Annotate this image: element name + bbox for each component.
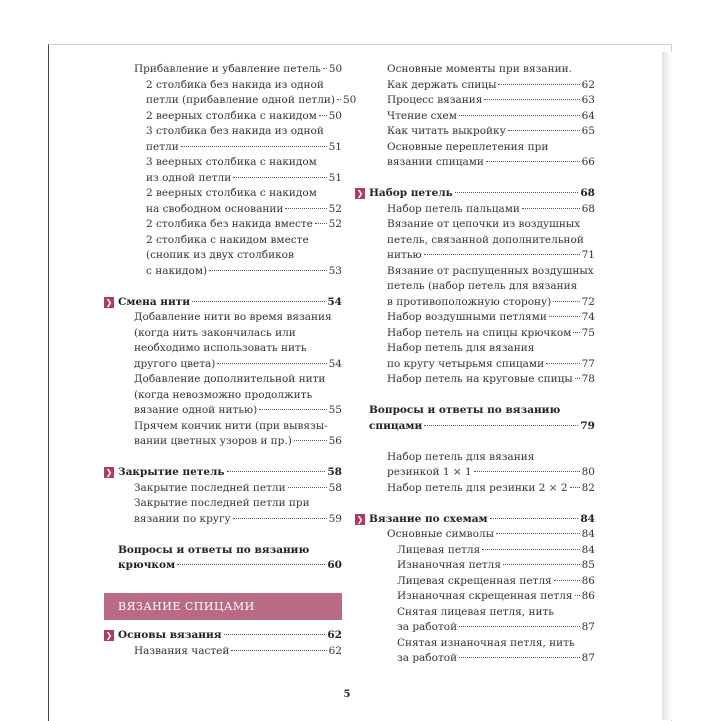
- spacer: [355, 388, 595, 404]
- toc-line: [387, 155, 595, 171]
- dot-leader: [575, 595, 580, 596]
- toc-entry-title: Основные символы: [387, 528, 494, 540]
- spacer: [104, 527, 342, 543]
- toc-page-number: 84: [581, 543, 595, 556]
- dot-leader: [459, 657, 580, 658]
- toc-entry-title: Набор петель на спицы крючком: [387, 326, 572, 339]
- dot-leader: [482, 549, 579, 550]
- toc-line: [134, 434, 342, 450]
- toc-line: [387, 124, 595, 140]
- toc-section-heading[interactable]: [104, 465, 342, 481]
- toc-entry-title: за работой: [397, 621, 458, 633]
- toc-entry-title: Закрытие последней петли: [134, 481, 286, 494]
- dot-leader: [570, 487, 580, 488]
- toc-entry[interactable]: [355, 341, 595, 372]
- toc-line: [134, 372, 342, 388]
- toc-entry[interactable]: [355, 605, 595, 636]
- toc-entry-title: Основные переплетения при: [387, 140, 549, 153]
- toc-line: [369, 403, 595, 419]
- toc-entry[interactable]: [355, 481, 595, 497]
- spacer: [355, 434, 595, 450]
- dot-leader: [459, 626, 580, 627]
- toc-entry-title: из одной петли: [146, 171, 232, 184]
- toc-entry[interactable]: [355, 310, 595, 326]
- toc-entry-title: вязании по кругу: [134, 512, 231, 525]
- toc-entry[interactable]: [104, 372, 342, 419]
- toc-entry-title: Закрытие петель: [118, 466, 225, 478]
- toc-entry-title: Смена нити: [118, 295, 191, 308]
- toc-entry[interactable]: [355, 109, 595, 125]
- toc-entry[interactable]: [355, 124, 595, 140]
- toc-page-number: 50: [328, 109, 342, 122]
- toc-line: [397, 651, 595, 667]
- toc-page-number: 50: [343, 94, 357, 106]
- dot-leader: [553, 301, 579, 302]
- toc-line: [387, 233, 595, 249]
- toc-entry-title: петель (набор петель для вязания: [387, 280, 578, 292]
- toc-entry[interactable]: [355, 558, 595, 574]
- toc-line: [134, 310, 342, 326]
- toc-entry-title: петель, связанной дополнительной: [387, 233, 584, 246]
- toc-entry-title: другого цвета): [134, 357, 216, 370]
- dot-leader: [549, 316, 580, 317]
- toc-entry-title: Снятая лицевая петля, нить: [397, 605, 554, 618]
- toc-line: [118, 295, 342, 311]
- dot-leader: [319, 115, 327, 116]
- toc-line: [387, 372, 595, 388]
- toc-page-number: 72: [581, 295, 595, 308]
- toc-line: [134, 62, 342, 78]
- toc-entry[interactable]: [104, 419, 342, 450]
- toc-entry-title: Вязание по схемам: [369, 512, 488, 525]
- toc-page-number: 52: [328, 202, 342, 215]
- toc-line: [134, 326, 342, 342]
- dot-leader: [231, 650, 326, 651]
- toc-line: [387, 450, 595, 466]
- toc-entry[interactable]: [104, 186, 342, 217]
- dot-leader: [285, 208, 326, 209]
- spacer: [104, 279, 342, 295]
- dot-leader: [233, 177, 326, 178]
- toc-entry-title: Процесс вязания: [387, 94, 483, 106]
- toc-entry-title: Вязание от распущенных воздушных: [387, 264, 594, 277]
- toc-entry-title: Набор петель для резинки 2 × 2: [387, 481, 568, 494]
- toc-entry[interactable]: [104, 155, 342, 186]
- toc-entry[interactable]: [355, 450, 595, 481]
- toc-line: [387, 202, 595, 218]
- dot-leader: [424, 425, 578, 426]
- toc-page-number: 78: [581, 373, 595, 385]
- toc-line: [387, 62, 595, 78]
- dot-leader: [498, 84, 579, 85]
- toc-entry-title: петли (прибавление одной петли): [146, 94, 335, 106]
- toc-line: [397, 620, 595, 636]
- toc-entry-title: спицами: [369, 419, 423, 432]
- toc-entry-title: Снятая изнаночная петля, нить: [397, 636, 575, 649]
- toc-entry-title: резинкой 1 × 1: [387, 466, 472, 478]
- toc-page-number: 62: [328, 644, 342, 657]
- toc-line: [146, 124, 342, 140]
- toc-section-heading[interactable]: [104, 628, 342, 644]
- toc-entry-title: вании цветных узоров и пр.): [134, 435, 292, 447]
- toc-line: [134, 388, 342, 404]
- dot-leader: [209, 270, 327, 271]
- toc-entry-title: в противоположную сторону): [387, 295, 552, 308]
- spacer: [104, 450, 342, 466]
- toc-entry[interactable]: [104, 109, 342, 125]
- toc-entry[interactable]: [355, 543, 595, 559]
- toc-page-number: 54: [327, 295, 342, 308]
- toc-section-heading[interactable]: [104, 543, 342, 574]
- toc-page-number: 66: [581, 156, 595, 168]
- toc-page-number: 65: [581, 125, 595, 137]
- toc-entry[interactable]: [104, 496, 342, 527]
- toc-line: [134, 419, 342, 435]
- dot-leader: [233, 518, 327, 519]
- toc-line: [118, 558, 342, 574]
- toc-section-heading[interactable]: [355, 186, 595, 202]
- chevron-right-icon: ❯: [356, 189, 364, 198]
- toc-line: [397, 543, 595, 559]
- dot-leader: [486, 161, 580, 162]
- toc-entry-title: Набор петель: [369, 187, 453, 199]
- toc-line: [397, 605, 595, 621]
- toc-page-number: 71: [581, 249, 595, 261]
- toc-entry-title: 2 столбика без накида из одной: [146, 78, 324, 91]
- toc-line: [146, 233, 342, 249]
- toc-page-number: 87: [581, 621, 595, 633]
- dot-leader: [288, 487, 327, 488]
- toc-line: [134, 481, 342, 497]
- toc-entry-title: 3 веерных столбика с накидом: [146, 156, 317, 168]
- toc-page-number: 68: [581, 202, 595, 215]
- toc-page-number: 77: [581, 357, 595, 370]
- toc-entry-title: петли: [146, 140, 179, 153]
- toc-entry-title: Добавление нити во время вязания: [134, 311, 332, 323]
- toc-entry[interactable]: [355, 574, 595, 590]
- toc-entry[interactable]: [355, 527, 595, 543]
- toc-entry-title: Вопросы и ответы по вязанию: [369, 404, 561, 416]
- toc-line: [387, 341, 595, 357]
- toc-page-number: 54: [328, 357, 342, 370]
- toc-entry[interactable]: [355, 93, 595, 109]
- dot-leader: [522, 208, 580, 209]
- toc-entry-title: Набор петель для вязания: [387, 342, 535, 354]
- dot-leader: [575, 378, 580, 379]
- dot-leader: [484, 99, 579, 100]
- dot-leader: [177, 564, 325, 565]
- toc-entry[interactable]: [355, 264, 595, 311]
- toc-entry[interactable]: [355, 589, 595, 605]
- toc-page-number: 56: [328, 435, 342, 447]
- toc-line: [387, 109, 595, 125]
- toc-entry-title: 2 столбика без накида вместе: [146, 218, 313, 230]
- toc-entry-title: Добавление дополнительной нити: [134, 373, 326, 385]
- dot-leader: [496, 533, 580, 534]
- toc-entry-title: Вопросы и ответы по вязанию: [118, 543, 310, 556]
- toc-entry-title: Закрытие последней петли при: [134, 497, 310, 509]
- chevron-right-icon: ❯: [105, 297, 113, 307]
- toc-page-number: 58: [328, 481, 342, 494]
- toc-right-column: [355, 62, 595, 667]
- toc-entry-title: 2 веерных столбика с накидом: [146, 187, 317, 199]
- toc-line: [118, 543, 342, 559]
- toc-line: [397, 589, 595, 605]
- toc-page-number: 58: [327, 466, 342, 478]
- chevron-right-icon: ❯: [356, 514, 364, 524]
- toc-entry-title: Как читать выкройку: [387, 125, 506, 137]
- toc-page-number: 60: [327, 559, 342, 571]
- toc-line: [146, 78, 342, 94]
- toc-section-heading[interactable]: [355, 512, 595, 528]
- toc-entry-title: Набор петель пальцами: [387, 202, 520, 215]
- spacer: [355, 171, 595, 187]
- toc-page-number: 86: [581, 574, 595, 587]
- dot-leader: [181, 146, 327, 147]
- dot-leader: [554, 580, 580, 581]
- dot-leader: [217, 363, 326, 364]
- toc-entry[interactable]: [355, 140, 595, 171]
- toc-entry-title: 2 столбика с накидом вместе: [146, 233, 309, 246]
- toc-line: [397, 636, 595, 652]
- dot-leader: [315, 223, 327, 224]
- toc-page-number: 51: [328, 171, 342, 184]
- toc-page-number: 84: [581, 528, 595, 540]
- toc-line: [387, 465, 595, 481]
- toc-entry-title: Набор петель на круговые спицы: [387, 373, 573, 385]
- dot-leader: [455, 192, 579, 193]
- dot-leader: [323, 68, 327, 69]
- toc-line: [146, 186, 342, 202]
- dot-leader: [294, 440, 327, 441]
- spacer: [355, 496, 595, 512]
- toc-page-number: 80: [581, 466, 595, 478]
- toc-entry[interactable]: [104, 233, 342, 280]
- toc-line: [146, 171, 342, 187]
- toc-entry-title: Прячем кончик нити (при вывязы-: [134, 419, 328, 432]
- toc-entry[interactable]: [355, 326, 595, 342]
- toc-line: [134, 341, 342, 357]
- toc-page-number: 53: [328, 264, 342, 277]
- toc-page-number: 51: [328, 140, 342, 153]
- toc-section-heading[interactable]: [104, 295, 342, 311]
- dot-leader: [490, 518, 579, 519]
- dot-leader: [573, 332, 579, 333]
- dot-leader: [459, 115, 580, 116]
- toc-page-number: 82: [581, 481, 595, 494]
- toc-line: [387, 326, 595, 342]
- toc-entry-title: (когда нить закончилась или: [134, 326, 296, 339]
- toc-entry-title: вязании спицами: [387, 156, 484, 168]
- toc-line: [387, 78, 595, 94]
- toc-page-number: 59: [328, 512, 342, 525]
- toc-line: [146, 202, 342, 218]
- toc-page-number: 62: [581, 78, 595, 91]
- toc-entry-title: (когда невозможно продолжить: [134, 388, 313, 401]
- toc-entry[interactable]: [355, 636, 595, 667]
- toc-left-column: [104, 62, 357, 659]
- toc-line: [146, 217, 342, 233]
- dot-leader: [508, 130, 580, 131]
- toc-line: [387, 481, 595, 497]
- toc-page-number: 52: [328, 218, 342, 230]
- toc-line: [397, 574, 595, 590]
- chevron-right-icon: ❯: [105, 631, 113, 640]
- toc-page-number: 85: [581, 559, 595, 571]
- toc-line: [134, 496, 342, 512]
- dot-leader: [424, 254, 580, 255]
- toc-page-number: 64: [581, 109, 595, 122]
- toc-line: [134, 403, 342, 419]
- toc-line: [387, 248, 595, 264]
- toc-entry[interactable]: [104, 124, 342, 155]
- toc-line: [146, 140, 342, 156]
- toc-entry-title: необходимо использовать нить: [134, 342, 307, 354]
- toc-entry-title: Набор воздушными петлями: [387, 311, 547, 323]
- toc-entry-title: Лицевая петля: [397, 543, 481, 556]
- dot-leader: [259, 409, 326, 410]
- toc-page-number: 55: [328, 404, 342, 416]
- toc-line: [134, 644, 342, 660]
- toc-entry-title: Вязание от цепочки из воздушных: [387, 218, 581, 230]
- toc-entry-title: (снопик из двух столбиков: [146, 249, 294, 261]
- toc-entry[interactable]: [355, 372, 595, 388]
- toc-line: [134, 512, 342, 528]
- toc-line: [146, 248, 342, 264]
- toc-line: [387, 527, 595, 543]
- toc-entry-title: Прибавление и убавление петель: [134, 63, 321, 75]
- toc-line: [134, 357, 342, 373]
- toc-entry-title: Лицевая скрещенная петля: [397, 574, 552, 587]
- toc-entry-title: Основы вязания: [118, 629, 222, 641]
- spacer: [104, 620, 342, 628]
- toc-page-number: 62: [327, 629, 342, 641]
- toc-page-number: 87: [581, 652, 595, 664]
- dot-leader: [503, 564, 580, 565]
- toc-entry-title: Как держать спицы: [387, 78, 497, 91]
- toc-line: [387, 295, 595, 311]
- toc-entry[interactable]: [104, 481, 342, 497]
- toc-entry-title: вязание одной нитью): [134, 404, 258, 416]
- page-number: 5: [343, 689, 351, 700]
- toc-entry-title: крючком: [118, 559, 176, 571]
- toc-line: [369, 186, 595, 202]
- toc-entry-title: Чтение схем: [387, 109, 457, 122]
- toc-line: [387, 264, 595, 280]
- toc-entry[interactable]: [104, 62, 342, 78]
- toc-line: [369, 512, 595, 528]
- spacer: [104, 574, 342, 590]
- dot-leader: [192, 301, 325, 302]
- toc-entry[interactable]: [355, 62, 595, 78]
- page-shadow: [662, 52, 672, 720]
- toc-line: [118, 628, 342, 644]
- toc-entry-title: Набор петель для вязания: [387, 450, 535, 463]
- toc-entry-title: Основные моменты при вязании.: [387, 63, 572, 75]
- toc-page-number: 63: [581, 94, 595, 106]
- toc-entry[interactable]: [355, 78, 595, 94]
- dot-leader: [224, 634, 326, 635]
- toc-line: [387, 140, 595, 156]
- toc-entry-title: Изнаночная скрещенная петля: [397, 590, 573, 602]
- toc-entry[interactable]: [104, 78, 357, 109]
- toc-page-number: 86: [581, 590, 595, 602]
- toc-entry-title: 2 веерных столбика с накидом: [146, 109, 317, 122]
- toc-line: [387, 279, 595, 295]
- toc-page-number: 50: [328, 63, 343, 75]
- toc-line: [387, 357, 595, 373]
- toc-entry-title: за работой: [397, 652, 458, 664]
- toc-page-number: 79: [580, 419, 595, 432]
- toc-page-number: 74: [581, 311, 595, 323]
- toc-entry-title: 3 столбика без накида из одной: [146, 125, 324, 137]
- toc-line: [387, 217, 595, 233]
- toc-line: [369, 419, 595, 435]
- chevron-right-icon: ❯: [105, 468, 113, 477]
- toc-page-number: 84: [580, 512, 595, 525]
- toc-line: [146, 264, 342, 280]
- toc-line: [387, 93, 595, 109]
- toc-line: [146, 155, 342, 171]
- toc-line: [397, 558, 595, 574]
- toc-page-number: 68: [580, 187, 595, 199]
- dot-leader: [474, 471, 580, 472]
- section-banner: ВЯЗАНИЕ СПИЦАМИ: [104, 593, 342, 620]
- toc-line: [387, 310, 595, 326]
- toc-entry[interactable]: [104, 644, 342, 660]
- dot-leader: [337, 99, 341, 100]
- toc-line: [118, 465, 342, 481]
- toc-entry-title: по кругу четырьмя спицами: [387, 357, 545, 370]
- toc-entry-title: Изнаночная петля: [397, 559, 501, 571]
- toc-entry-title: с накидом): [146, 264, 208, 277]
- toc-line: [146, 93, 357, 109]
- dot-leader: [546, 363, 580, 364]
- toc-entry-title: нитью: [387, 249, 422, 261]
- toc-entry[interactable]: [104, 310, 342, 372]
- toc-entry[interactable]: [104, 217, 342, 233]
- toc-section-heading[interactable]: [355, 403, 595, 434]
- toc-page-number: 75: [581, 326, 595, 339]
- toc-entry[interactable]: [355, 202, 595, 218]
- dot-leader: [227, 471, 326, 472]
- toc-entry-title: Названия частей: [134, 644, 230, 657]
- toc-entry-title: на свободном основании: [146, 202, 284, 215]
- toc-entry[interactable]: [355, 217, 595, 264]
- toc-line: [146, 109, 342, 125]
